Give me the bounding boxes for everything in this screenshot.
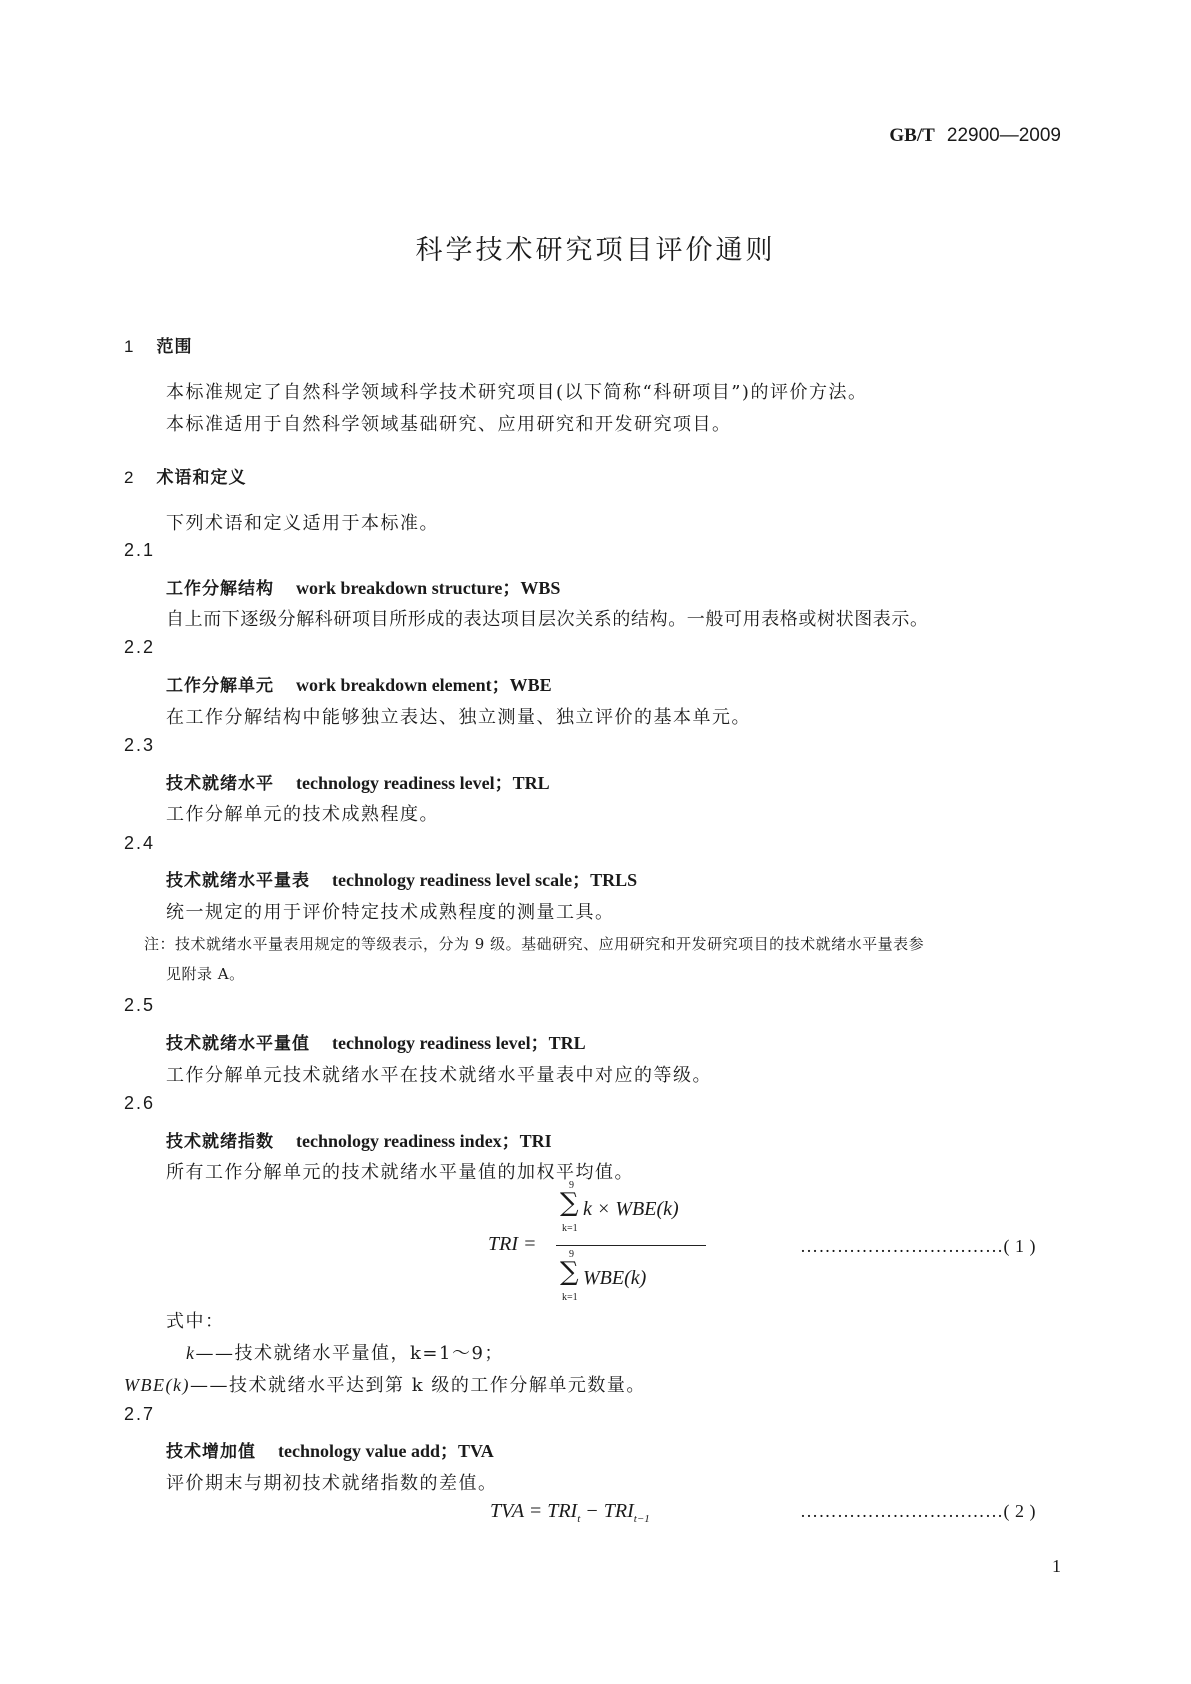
denominator: WBE(k) [583, 1267, 647, 1289]
sum-upper-limit: 9 [569, 1180, 574, 1191]
term-en: work breakdown structure；WBS [296, 578, 561, 598]
term-zh: 技术就绪指数 [166, 1132, 274, 1152]
where-label: 式中： [166, 1311, 225, 1332]
definition: 统一规定的用于评价特定技术成熟程度的测量工具。 [166, 902, 615, 923]
clause-number: 2.1 [124, 540, 156, 560]
section-2-heading [124, 463, 246, 488]
dash: —— [195, 1343, 235, 1364]
term-en: technology value add；TVA [278, 1441, 494, 1461]
standard-prefix: GB/T [889, 125, 935, 146]
section-title: 术语和定义 [156, 468, 247, 488]
paragraph: 本标准规定了自然科学领域科学技术研究项目(以下简称“科研项目”)的评价方法。 [166, 382, 868, 403]
equation-label: ( 1 ) [1003, 1236, 1036, 1256]
where-item [124, 1371, 646, 1397]
section-title: 范围 [156, 337, 193, 357]
page-number: 1 [1052, 1556, 1061, 1576]
equation-number [800, 1501, 1036, 1522]
formula-part: − TRI [580, 1500, 634, 1522]
equation-number [800, 1236, 1036, 1257]
term-entry [166, 671, 552, 697]
subscript: t−1 [633, 1513, 650, 1525]
term-zh: 技术就绪水平量值 [166, 1034, 310, 1054]
term-entry [166, 1029, 586, 1055]
term-zh: 工作分解单元 [166, 676, 274, 696]
symbol-description: 技术就绪水平达到第 k 级的工作分解单元数量。 [228, 1375, 646, 1396]
summation-icon: ∑ [560, 1257, 579, 1287]
formula-lhs: TRI = [488, 1233, 537, 1255]
formula-expression [490, 1500, 650, 1525]
sum-upper-limit: 9 [569, 1249, 574, 1260]
clause-number: 2.6 [124, 1093, 156, 1113]
clause-number: 2.4 [124, 833, 156, 853]
term-entry [166, 1127, 552, 1153]
section-number: 1 [124, 337, 135, 356]
formula-part: TVA = TRI [490, 1500, 578, 1522]
sum-lower-limit: k=1 [562, 1223, 578, 1234]
dot-leader: …………………………… [800, 1236, 1004, 1256]
definition: 评价期末与期初技术就绪指数的差值。 [166, 1473, 498, 1494]
standard-code [889, 124, 1061, 147]
definition: 在工作分解结构中能够独立表达、独立测量、独立评价的基本单元。 [166, 707, 751, 728]
where-item [186, 1339, 504, 1365]
paragraph: 本标准适用于自然科学领域基础研究、应用研究和开发研究项目。 [166, 414, 732, 435]
subscript: t [577, 1513, 581, 1525]
term-entry [166, 574, 560, 600]
document-title: 科学技术研究项目评价通则 [415, 235, 776, 266]
clause-number: 2.2 [124, 637, 156, 657]
clause-number: 2.5 [124, 995, 156, 1015]
clause-number: 2.7 [124, 1404, 156, 1424]
symbol: k [186, 1343, 196, 1363]
equation-label: ( 2 ) [1003, 1501, 1036, 1521]
symbol-description: 技术就绪水平量值，k=1～9； [234, 1343, 504, 1364]
note-continuation: 见附录 A。 [166, 965, 245, 983]
symbol: WBE(k) [124, 1375, 190, 1395]
definition: 工作分解单元的技术成熟程度。 [166, 804, 439, 825]
term-entry [166, 866, 637, 892]
summation-icon: ∑ [560, 1188, 579, 1218]
term-entry [166, 769, 550, 795]
term-en: technology readiness level；TRL [332, 1033, 586, 1053]
note: 注：技术就绪水平量表用规定的等级表示，分为 9 级。基础研究、应用研究和开发研究项目的技术就绪水平量表参 [144, 935, 925, 953]
definition: 所有工作分解单元的技术就绪水平量值的加权平均值。 [166, 1162, 634, 1183]
definition: 工作分解单元技术就绪水平在技术就绪水平量表中对应的等级。 [166, 1065, 712, 1086]
section-1-heading [124, 332, 192, 357]
section-intro: 下列术语和定义适用于本标准。 [166, 513, 439, 534]
dot-leader: …………………………… [800, 1501, 1004, 1521]
fraction-bar [556, 1245, 706, 1246]
term-zh: 技术就绪水平 [166, 774, 274, 794]
term-en: technology readiness level；TRL [296, 773, 550, 793]
term-zh: 技术增加值 [166, 1442, 256, 1462]
definition: 自上而下逐级分解科研项目所形成的表达项目层次关系的结构。一般可用表格或树状图表示。 [166, 609, 929, 630]
sum-lower-limit: k=1 [562, 1292, 578, 1303]
term-entry [166, 1437, 494, 1463]
dash: —— [189, 1375, 229, 1396]
section-number: 2 [124, 468, 135, 487]
term-zh: 工作分解结构 [166, 579, 274, 599]
term-en: technology readiness index；TRI [296, 1131, 552, 1151]
term-en: work breakdown element；WBE [296, 675, 552, 695]
standard-number: 22900—2009 [946, 125, 1061, 146]
term-en: technology readiness level scale；TRLS [332, 870, 638, 890]
clause-number: 2.3 [124, 735, 156, 755]
numerator: k × WBE(k) [583, 1198, 679, 1220]
term-zh: 技术就绪水平量表 [166, 871, 310, 891]
